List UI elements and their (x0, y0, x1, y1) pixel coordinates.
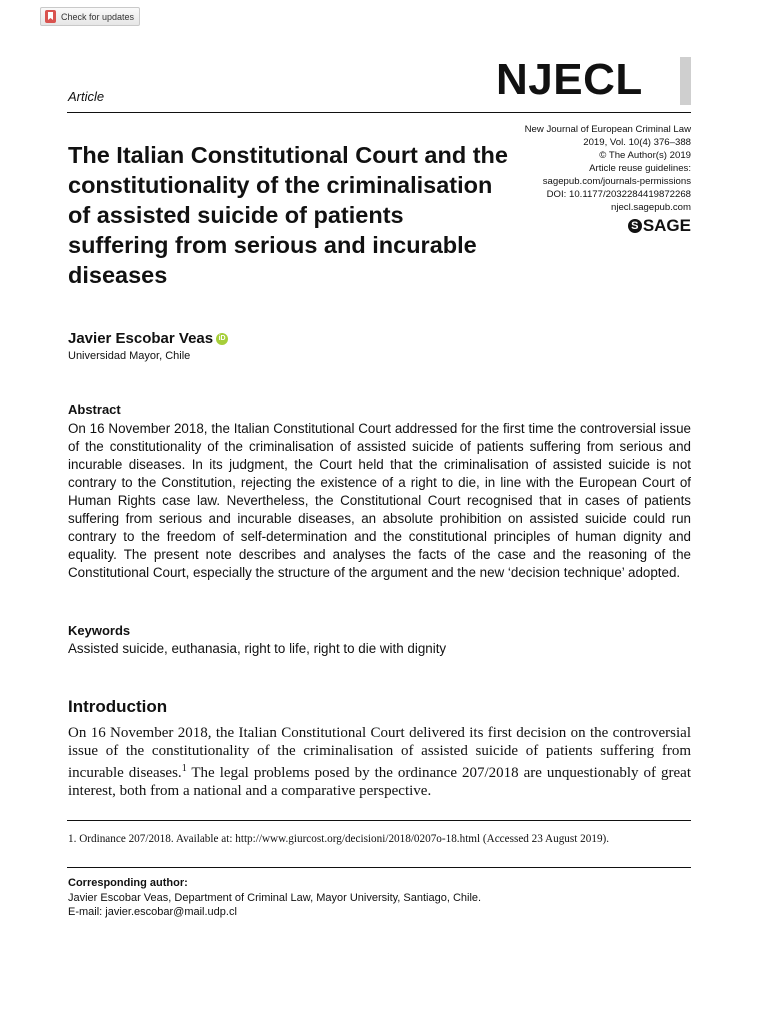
check-for-updates-label: Check for updates (61, 11, 135, 22)
author (68, 330, 228, 347)
publisher-logo (525, 217, 691, 235)
footnote-1: 1. Ordinance 207/2018. Available at: http://www.giurcost.org/decisioni/2018/0207o-18.html (Accessed 23 August 2019). (68, 833, 610, 845)
logo-accent-bar (680, 57, 691, 105)
introduction-text-part-1: On 16 November 2018, the Italian Constitutional Court delivered its first decision on the controversial issue of the constitutionality of the criminalisation of assisted suicide of patients suffering from incurable diseases. (68, 725, 691, 781)
copyright-line: © The Author(s) 2019 (599, 150, 691, 161)
permissions-link[interactable]: sagepub.com/journals-permissions (542, 176, 691, 187)
correspondence-divider (67, 867, 691, 868)
doi-link[interactable]: DOI: 10.1177/2032284419872268 (546, 189, 691, 200)
paper-title: The Italian Constitutional Court and the constitutionality of the criminalisation of assisted suicide of patients suffering from serious and incurable diseases (68, 142, 508, 288)
footnote-marker[interactable]: 1 (181, 763, 187, 774)
journal-logo: NJECL (496, 55, 643, 104)
keywords-text: Assisted suicide, euthanasia, right to life, right to die with dignity (68, 641, 447, 656)
author-affiliation: Universidad Mayor, Chile (68, 350, 191, 362)
abstract-text: On 16 November 2018, the Italian Constitutional Court addressed for the first time the controversial issue of the constitutionality of the criminalisation of assisted suicide of patients suffering from serious and incurable diseases. In its judgment, the Court held that the criminalisation of assisted suicide is not contrary to the Constitution, rejecting the existence of a right to die, in line with the European Court of Human Rights case law. Nevertheless, the Constitutional Court recognised that in cases of patients suffering from serious and incurable diseases, an absolute prohibition on assisted suicide could run contrary to the freedom of self-determination and the constitutional principles of human dignity and equality. The present note describes and analyses the facts of the case and the reasoning of the Constitutional Court, especially the structure of the argument and the new ‘decision technique’ adopted. (68, 421, 691, 580)
introduction-paragraph (68, 724, 691, 800)
check-for-updates-button[interactable] (40, 7, 140, 26)
bookmark-icon (45, 10, 56, 23)
abstract-heading: Abstract (68, 402, 121, 417)
corresponding-author-email[interactable]: E-mail: javier.escobar@mail.udp.cl (68, 906, 237, 918)
keywords-heading: Keywords (68, 623, 131, 638)
introduction-text-part-2: The legal problems posed by the ordinance 207/2018 are unquestionably of great interest, both from a national and a comparative perspective. (68, 765, 691, 799)
journal-metadata (525, 123, 691, 235)
journal-name: New Journal of European Criminal Law (524, 124, 691, 135)
sage-mark-icon: S (628, 219, 642, 233)
corresponding-author-address: Javier Escobar Veas, Department of Criminal Law, Mayor University, Santiago, Chile. (68, 892, 482, 904)
orcid-icon[interactable]: iD (216, 333, 228, 345)
header-divider (67, 112, 691, 113)
introduction-heading: Introduction (68, 697, 168, 716)
reuse-guidelines-label: Article reuse guidelines: (589, 163, 691, 174)
publisher-name: SAGE (642, 216, 691, 235)
journal-volume: 2019, Vol. 10(4) 376–388 (583, 137, 691, 148)
article-type-label: Article (68, 89, 105, 104)
footnote-divider (67, 820, 691, 821)
journal-website-link[interactable]: njecl.sagepub.com (611, 202, 691, 213)
author-name: Javier Escobar Veas (68, 330, 214, 347)
corresponding-author-heading: Corresponding author: (68, 877, 188, 889)
